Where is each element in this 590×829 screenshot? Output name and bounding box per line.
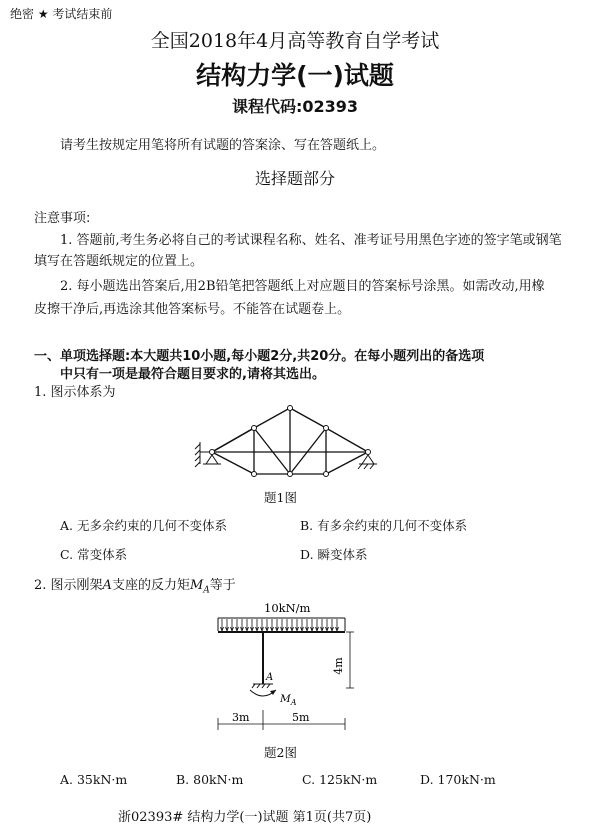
q2-stem-prefix: 2. 图示刚架 <box>34 578 103 593</box>
fixed-support <box>252 684 273 688</box>
right-hinge-support <box>358 455 377 469</box>
part1-heading-line-1: 一、单项选择题:本大题共10小题,每小题2分,共20分。在每小题列出的备选项 <box>34 349 485 364</box>
q2-moment-label: $M_A$ <box>280 693 297 707</box>
q2-stem-mid: 支座的反力矩 <box>111 578 190 593</box>
q1-option-d[interactable]: D. 瞬变体系 <box>300 547 368 562</box>
q2-option-b[interactable]: B. 80kN·m <box>176 772 244 787</box>
q2-frame-figure <box>200 598 370 732</box>
q1-truss-figure <box>190 400 390 478</box>
q2-stem-moment-sub: A <box>203 585 210 596</box>
q2-stem <box>34 574 236 596</box>
subject-title: 结构力学(一)试题 <box>196 61 394 90</box>
secret-label: 绝密 ★ 考试结束前 <box>10 7 113 21</box>
section-title: 选择题部分 <box>254 169 335 188</box>
q1-stem: 1. 图示体系为 <box>34 385 116 400</box>
course-code: 课程代码:02393 <box>231 97 359 116</box>
q2-load-label: 10kN/m <box>264 601 311 615</box>
instruction-text: 请考生按规定用笔将所有试题的答案涂、写在答题纸上。 <box>60 138 386 153</box>
q2-option-c[interactable]: C. 125kN·m <box>302 772 378 787</box>
q2-option-a[interactable]: A. 35kN·m <box>60 772 128 787</box>
q1-option-a[interactable]: A. 无多余约束的几何不变体系 <box>60 518 227 533</box>
truss-members <box>212 408 368 474</box>
q2-option-d[interactable]: D. 170kN·m <box>420 772 496 787</box>
page-footer: 浙02393# 结构力学(一)试题 第1页(共7页) <box>118 810 372 825</box>
part1-heading-line-2: 中只有一项是最符合题目要求的,请将其选出。 <box>60 367 325 382</box>
q2-left-span: 3m <box>232 711 250 724</box>
note-item-1-line-1: 1. 答题前,考生务必将自己的考试课程名称、姓名、准考证号用黑色字迹的签字笔或钢笔 <box>60 233 562 248</box>
load-arrows <box>221 619 339 631</box>
q2-height-label: 4m <box>332 657 345 675</box>
q2-right-span: 5m <box>292 711 310 724</box>
q2-figure-caption: 题2图 <box>264 745 297 760</box>
q2-stem-suffix: 等于 <box>209 578 236 593</box>
q1-figure-caption: 题1图 <box>264 490 297 505</box>
q2-support-label: A <box>266 672 274 683</box>
q1-option-c[interactable]: C. 常变体系 <box>60 547 128 562</box>
note-item-2-line-1: 2. 每小题选出答案后,用2B铅笔把答题纸上对应题目的答案标号涂黑。如需改动,用橡 <box>60 279 545 294</box>
note-item-1-line-2: 填写在答题纸规定的位置上。 <box>34 254 204 269</box>
q2-stem-var: A <box>102 578 112 593</box>
height-dimension <box>346 632 354 688</box>
notes-heading: 注意事项: <box>34 211 91 226</box>
note-item-2-line-2: 皮擦干净后,再选涂其他答案标号。不能答在试题卷上。 <box>34 302 351 317</box>
exam-title: 全国2018年4月高等教育自学考试 <box>150 30 440 52</box>
q2-stem-moment: M <box>189 578 204 593</box>
q1-option-b[interactable]: B. 有多余约束的几何不变体系 <box>300 518 468 533</box>
